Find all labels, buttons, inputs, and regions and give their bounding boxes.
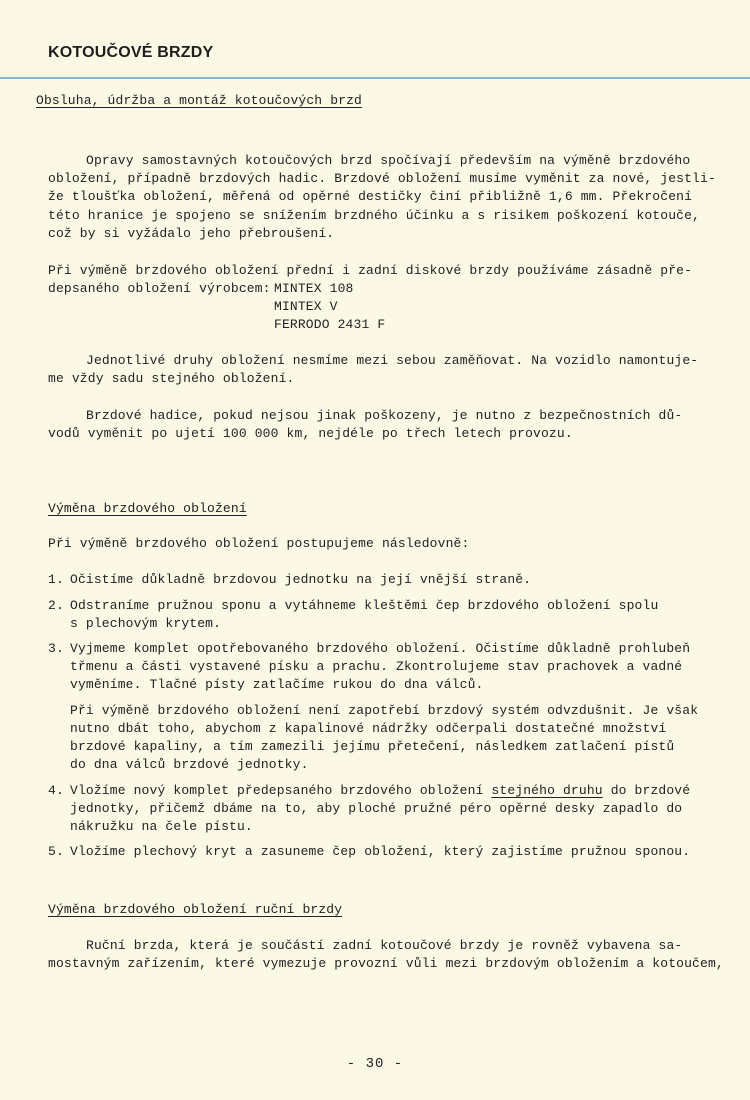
section-heading-maintenance: Obsluha, údržba a montáž kotoučových brzd [36,93,363,108]
paragraph-5-line: mostavným zařízením, které vymezuje provozní vůli mezi brzdovým obložením a kotoučem, [48,956,724,971]
page-header-title: KOTOUČOVÉ BRZDY [48,44,214,61]
step-text: brzdové kapaliny, a tím zamezili jejímu přetečení, následkem zatlačení pístů [70,739,675,754]
paragraph-1-line: což by si vyžádalo jeho přebroušení. [48,226,335,241]
step-text: Vložíme plechový kryt a zasuneme čep obložení, který zajistíme pružnou sponou. [70,844,691,859]
step-4-text-post: do brzdové [602,783,691,798]
step-text: Při výměně brzdového obložení není zapotřebí brzdový systém odvzdušnit. Je však [70,703,699,718]
step-text: jednotky, přičemž dbáme na to, aby ploché pružné péro opěrné desky zapadlo do [70,801,683,816]
page-number: - 30 - [346,1056,404,1072]
paragraph-1-line: Opravy samostavných kotoučových brzd spočívají především na výměně brzdového [86,153,691,168]
step-number: 5. [48,844,64,859]
manufacturer-item: MINTEX 108 [274,281,354,296]
step-text: Vyjmeme komplet opotřebovaného brzdového obložení. Očistíme důkladně prohlubeň [70,641,691,656]
step-text: třmenu a části vystavené písku a prachu. Zkontrolujeme stav prachovek a vadné [70,659,683,674]
step-number: 2. [48,598,64,613]
step-number: 1. [48,572,64,587]
paragraph-2-line: Při výměně brzdového obložení přední i zadní diskové brzdy používáme zásadně pře- [48,263,693,278]
step-text [70,782,690,800]
paragraph-4-line: vodů vyměnit po ujetí 100 000 km, nejdéle po třech letech provozu. [48,426,573,441]
manufacturer-item: MINTEX V [274,299,338,314]
section-heading-handbrake-pads: Výměna brzdového obložení ruční brzdy [48,902,343,917]
paragraph-1-line: této hranice je spojeno se snížením brzdného účinku a s risikem poškození kotouče, [48,208,701,223]
paragraph-3-line: Jednotlivé druhy obložení nesmíme mezi sebou zaměňovat. Na vozidlo namontuje- [86,353,699,368]
step-text: Odstraníme pružnou sponu a vytáhneme kleštěmi čep brzdového obložení spolu [70,598,659,613]
paragraph-3-line: me vždy sadu stejného obložení. [48,371,295,386]
step-number: 3. [48,641,64,656]
header-rule [0,77,750,79]
step-4-text-pre: Vložíme nový komplet předepsaného brzdového obložení [70,783,492,798]
section-2-intro: Při výměně brzdového obložení postupujeme následovně: [48,536,470,551]
step-text: nákružku na čele pístu. [70,819,253,834]
paragraph-1-line: obložení, případně brzdových hadic. Brzdové obložení musíme vyměnit za nové, jestli- [48,171,716,186]
step-text: nutno dbát toho, abychom z kapalinové nádržky odčerpali dostatečné množství [70,721,667,736]
paragraph-4-line: Brzdové hadice, pokud nejsou jinak poškozeny, je nutno z bezpečnostních dů- [86,408,683,423]
paragraph-1-line: že tloušťka obložení, měřená od opěrné destičky činí přibližně 1,6 mm. Překročení [48,189,693,204]
step-text: vyměníme. Tlačné písty zatlačíme rukou do dna válců. [70,677,484,692]
step-4-underlined-phrase: stejného druhu [491,783,603,798]
step-text: do dna válců brzdové jednotky. [70,757,309,772]
paragraph-2-line: depsaného obložení výrobcem: [48,281,271,296]
section-heading-pad-replacement: Výměna brzdového obložení [48,501,247,516]
paragraph-5-line: Ruční brzda, která je součástí zadní kotoučové brzdy je rovněž vybavena sa- [86,938,683,953]
step-number: 4. [48,783,64,798]
step-text: Očistíme důkladně brzdovou jednotku na její vnější straně. [70,572,532,587]
manufacturer-item: FERRODO 2431 F [274,317,386,332]
step-text: s plechovým krytem. [70,616,222,631]
